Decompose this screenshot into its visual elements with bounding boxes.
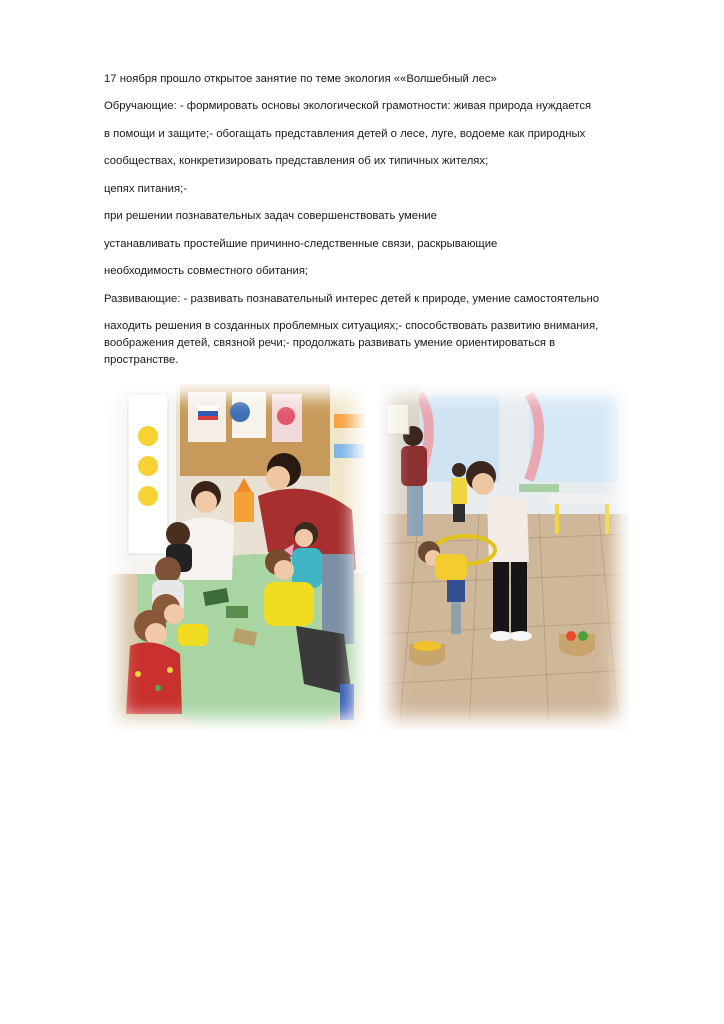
text-line-11: воображения детей, связной речи;- продолжать развивать умение ориентироваться в <box>104 337 556 349</box>
text-line-1: 17 ноября прошло открытое занятие по теме экология ««Волшебный лес» <box>104 73 497 85</box>
text-line-6: при решении познавательных задач совершенствовать умение <box>104 210 437 222</box>
text-line-10: находить решения в созданных проблемных ситуациях;- способствовать развитию внимания, <box>104 320 599 332</box>
classroom-table-illustration <box>108 384 366 730</box>
text-line-2: Обручающие: - формировать основы экологической грамотности: живая природа нуждается <box>104 100 592 112</box>
text-line-5: цепях питания;- <box>104 183 187 195</box>
text-line-12: пространстве. <box>104 354 179 366</box>
text-line-3: в помощи и защите;- обогащать представления детей о лесе, луге, водоеме как природных <box>104 128 586 140</box>
text-line-4: сообществах, конкретизировать представления об их типичных жителях; <box>104 155 489 167</box>
text-line-7: устанавливать простейшие причинно-следственные связи, раскрывающие <box>104 238 498 250</box>
classroom-table-photo <box>108 384 366 730</box>
text-line-9: Развивающие: - развивать познавательный интерес детей к природе, умение самостоятельно <box>104 293 600 305</box>
classroom-game-photo <box>379 384 629 730</box>
classroom-game-illustration <box>379 384 629 730</box>
text-line-8: необходимость совместного обитания; <box>104 265 309 277</box>
